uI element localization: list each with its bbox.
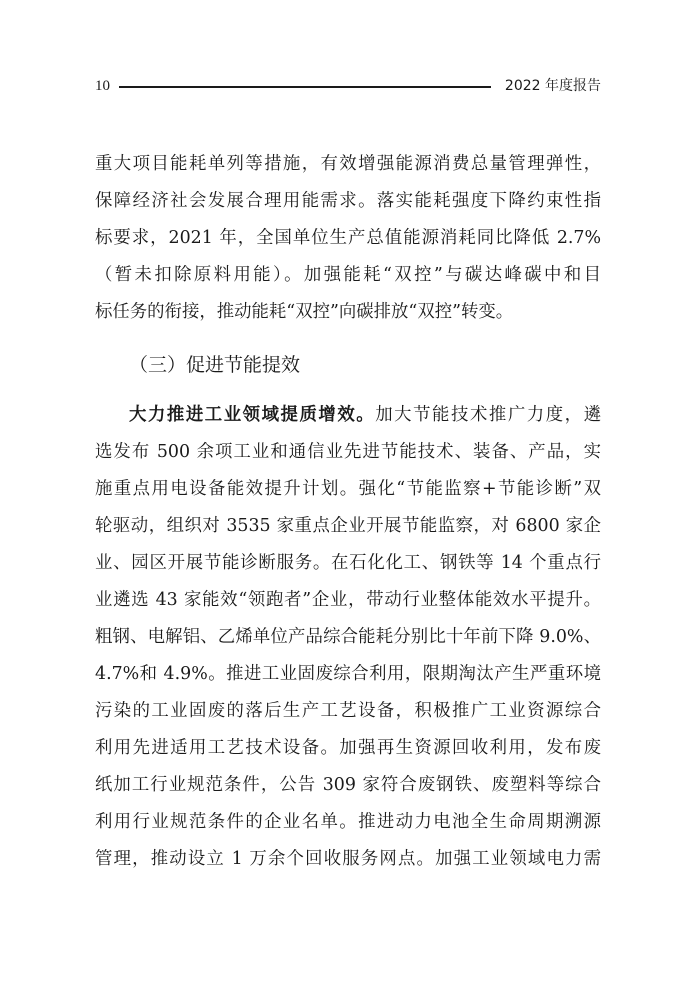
paragraph-first-line: [129, 397, 601, 433]
paragraph-line: 保障经济社会发展合理用能需求。落实能耗强度下降约束性指: [95, 191, 601, 211]
paragraph-line: 业、园区开展节能诊断服务。在石化化工、钢铁等 14 个重点行: [95, 553, 601, 573]
paragraph-line: 污染的工业固废的落后生产工艺设备，积极推广工业资源综合: [95, 701, 601, 721]
report-title: 2022 年度报告: [504, 78, 601, 94]
paragraph-line: 4.7%和 4.9%。推进工业固废综合利用，限期淘汰产生严重环境: [95, 664, 601, 684]
paragraph-line: 纸加工行业规范条件，公告 309 家符合废钢铁、废塑料等综合: [95, 775, 601, 795]
page-number: 10: [95, 78, 110, 94]
header-rule: [119, 86, 491, 88]
paragraph-line: 轮驱动，组织对 3535 家重点企业开展节能监察，对 6800 家企: [95, 516, 601, 536]
paragraph-line: 重大项目能耗单列等措施，有效增强能源消费总量管理弹性，: [95, 154, 601, 174]
paragraph-line: 利用先进适用工艺技术设备。加强再生资源回收利用，发布废: [95, 738, 601, 758]
paragraph-line: 利用行业规范条件的企业名单。推进动力电池全生命周期溯源: [95, 812, 601, 832]
paragraph-line: 标任务的衔接，推动能耗“双控”向碳排放“双控”转变。: [95, 302, 514, 322]
paragraph-line: 管理，推动设立 1 万余个回收服务网点。加强工业领域电力需: [95, 849, 601, 869]
paragraph-line: 选发布 500 余项工业和通信业先进节能技术、装备、产品，实: [95, 442, 601, 462]
paragraph-line: 施重点用电设备能效提升计划。强化“节能监察+节能诊断”双: [95, 479, 601, 499]
paragraph-line: 粗钢、电解铝、乙烯单位产品综合能耗分别比十年前下降 9.0%、: [95, 627, 601, 647]
section-heading: （三）促进节能提效: [129, 354, 301, 376]
first-line-rest: 加大节能技术推广力度，遴: [375, 405, 601, 425]
paragraph-line: 标要求，2021 年，全国单位生产总值能源消耗同比降低 2.7%: [95, 228, 601, 248]
lead-sentence: 大力推进工业领域提质增效。: [129, 405, 376, 425]
paragraph-line: （暂未扣除原料用能）。加强能耗“双控”与碳达峰碳中和目: [95, 265, 601, 285]
page-header: [95, 74, 601, 98]
paragraph-line: 业遴选 43 家能效“领跑者”企业，带动行业整体能效水平提升。: [95, 590, 601, 610]
